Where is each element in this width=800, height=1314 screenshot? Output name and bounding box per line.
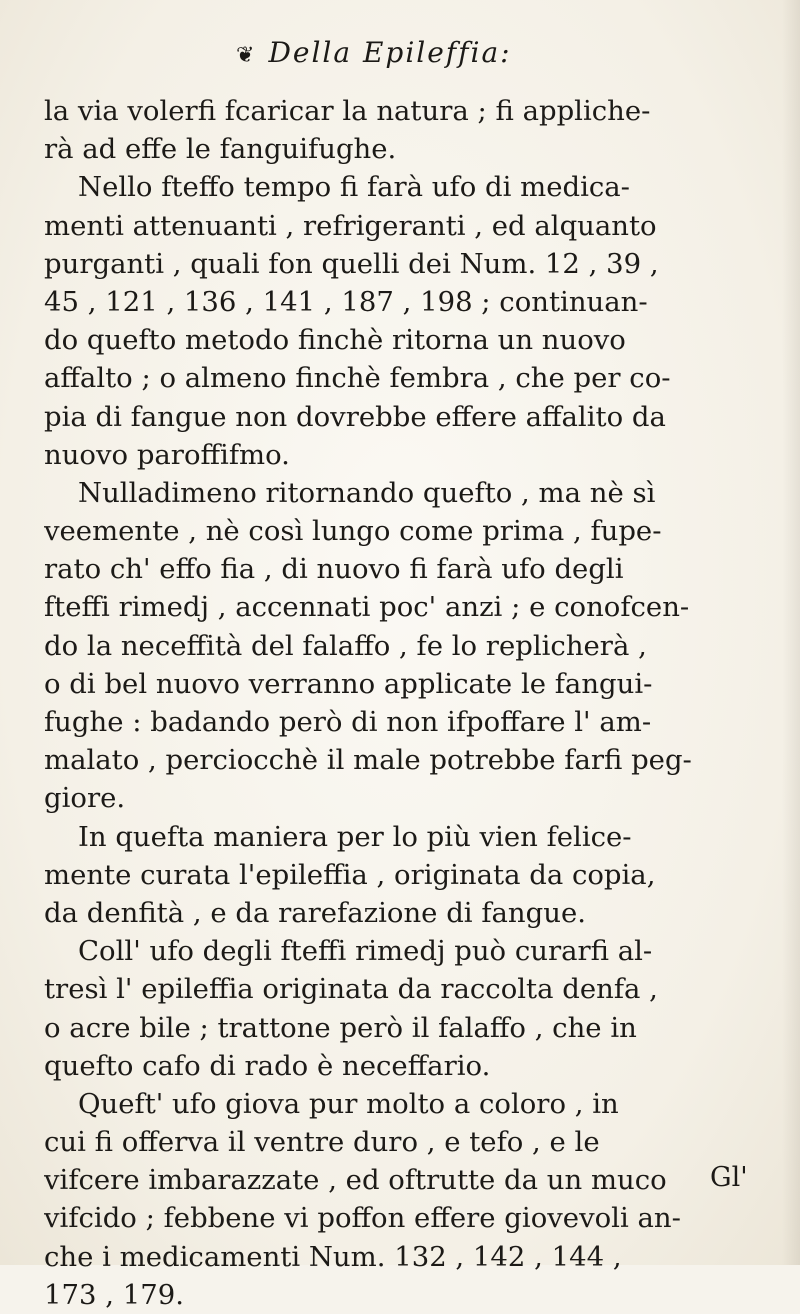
text-line: 173 , 179. bbox=[44, 1278, 184, 1311]
text-line: Nulladimeno ritornando quefto , ma nè sì bbox=[78, 476, 656, 509]
running-head-title: Della Epileffia: bbox=[268, 36, 512, 69]
text-line: do la neceffità del falaffo , fe lo replicherà , bbox=[44, 629, 647, 662]
text-line: Queft' ufo giova pur molto a coloro , in bbox=[78, 1087, 619, 1120]
text-line: vifcido ; febbene vi poffon effere giovevoli an- bbox=[44, 1202, 681, 1235]
text-line: do quefto metodo finchè ritorna un nuovo bbox=[44, 324, 626, 357]
text-line: tresì l' epileffia originata da raccolta denfa , bbox=[44, 973, 658, 1006]
text-line: cui fi offerva il ventre duro , e tefo , e le bbox=[44, 1126, 600, 1159]
text-line: giore. bbox=[44, 782, 126, 815]
text-line: rato ch' effo fia , di nuovo fi farà ufo degli bbox=[44, 553, 624, 586]
text-line: 45 , 121 , 136 , 141 , 187 , 198 ; continuan- bbox=[44, 285, 648, 318]
running-head bbox=[236, 36, 512, 69]
body-text bbox=[44, 92, 764, 1314]
text-line: Nello fteffo tempo fi farà ufo di medica- bbox=[78, 171, 630, 204]
text-line: fteffi rimedj , accennati poc' anzi ; e conofcen- bbox=[44, 591, 690, 624]
text-line: quefto cafo di rado è neceffario. bbox=[44, 1049, 491, 1082]
text-line: nuovo paroffifmo. bbox=[44, 438, 290, 471]
text-line: affalto ; o almeno finchè fembra , che per co- bbox=[44, 362, 671, 395]
text-line: la via volerfi fcaricar la natura ; fi appliche- bbox=[44, 95, 651, 127]
catchword: Gl' bbox=[710, 1162, 748, 1193]
text-line: pia di fangue non dovrebbe effere affalito da bbox=[44, 400, 666, 433]
text-line: che i medicamenti Num. 132 , 142 , 144 , bbox=[44, 1240, 622, 1273]
ornament-icon: ❦ bbox=[236, 43, 255, 68]
text-line: o acre bile ; trattone però il falaffo , che in bbox=[44, 1011, 637, 1044]
text-line: fughe : badando però di non ifpoffare l' am- bbox=[44, 706, 652, 738]
text-line: menti attenuanti , refrigeranti , ed alquanto bbox=[44, 209, 657, 242]
text-line: da denfità , e da rarefazione di fangue. bbox=[44, 896, 586, 929]
text-line: Coll' ufo degli fteffi rimedj può curarfi al- bbox=[78, 935, 653, 968]
text-line: mente curata l'epileffia , originata da copia, bbox=[44, 858, 656, 891]
page-edge-shadow bbox=[782, 0, 800, 1265]
text-line: vifcere imbarazzate , ed oftrutte da un muco bbox=[44, 1164, 667, 1197]
text-line: In quefta maniera per lo più vien felice- bbox=[78, 820, 632, 853]
text-line: rà ad effe le fanguifughe. bbox=[44, 133, 397, 166]
text-line: veemente , nè così lungo come prima , fupe- bbox=[44, 515, 662, 548]
text-line: o di bel nuovo verranno applicate le fangui- bbox=[44, 667, 653, 700]
text-line: purganti , quali fon quelli dei Num. 12 , 39 , bbox=[44, 247, 659, 280]
text-line: malato , perciocchè il male potrebbe farfi peg- bbox=[44, 744, 692, 777]
